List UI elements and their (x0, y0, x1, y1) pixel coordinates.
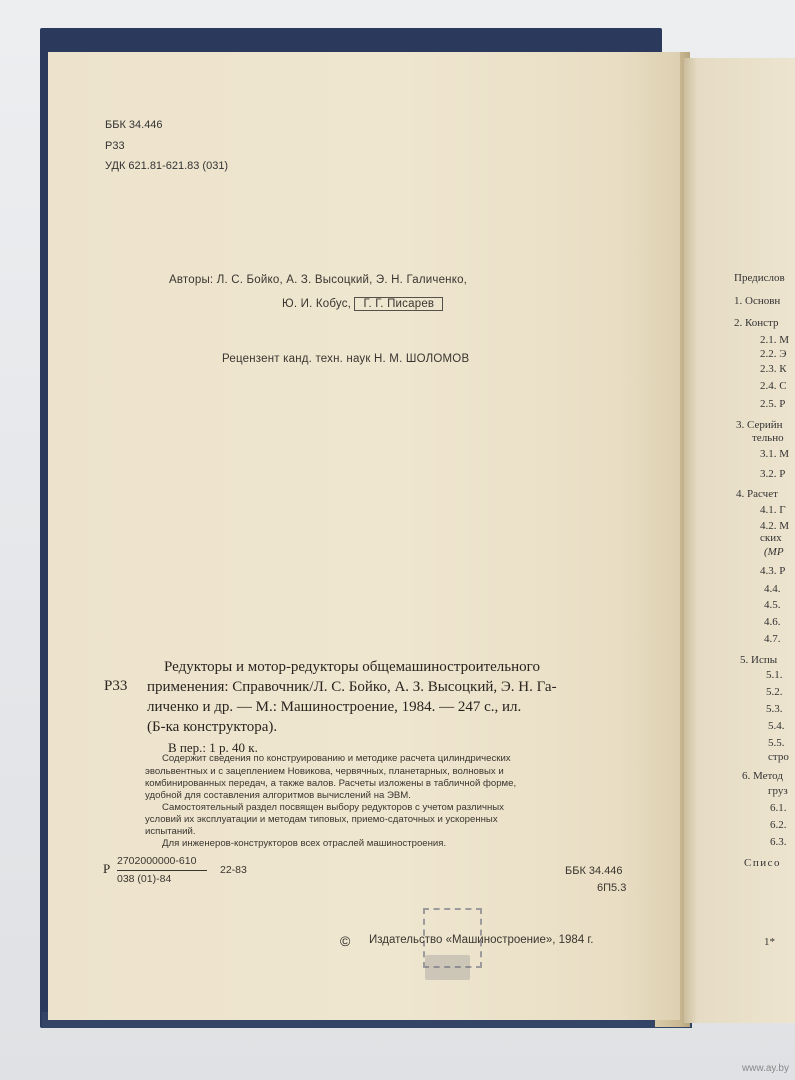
abstract-line: Самостоятельный раздел посвящен выбору редукторов с учетом различных (162, 802, 504, 813)
toc-item: 2. Констр (734, 317, 779, 329)
abstract-line: удобной для составления алгоритмов вычислений на ЭВМ. (145, 790, 411, 801)
toc-item: 5.5. (768, 737, 785, 749)
authors-line-2 (282, 298, 443, 310)
catalog-title-line-4: (Б-ка конструктора). (147, 719, 278, 735)
code-prefix: Р (103, 861, 111, 876)
authors-line-1: Авторы: Л. С. Бойко, А. З. Высоцкий, Э. Н. Галиченко, (169, 274, 468, 286)
code-numerator: 2702000000-610 (117, 855, 197, 867)
price: В пер.: 1 р. 40 к. (168, 740, 258, 755)
abstract-line: Содержит сведения по конструированию и методике расчета цилиндрических (162, 753, 511, 764)
abstract-line: Для инженеров-конструкторов всех отраслей машиностроения. (162, 838, 447, 849)
abstract-line: комбинированных передач, а также валов. Расчеты изложены в табличной форме, (145, 778, 517, 789)
abstract-line: эвольвентных и с зацеплением Новикова, червячных, планетарных, волновых и (145, 766, 504, 777)
toc-item: 5.1. (766, 669, 783, 681)
right-page-contents (684, 58, 795, 1023)
toc-item: 4.1. Г (760, 504, 786, 516)
toc-item: 3. Серийн (736, 419, 783, 431)
page-number: 1* (764, 936, 775, 948)
stamp-smudge (425, 955, 470, 980)
class-bottom: 6П5.3 (597, 882, 627, 894)
toc-item: 2.2. Э (760, 348, 787, 360)
watermark: www.ay.by (741, 1063, 789, 1074)
author-kobus: Ю. И. Кобус, (282, 298, 352, 310)
toc-item: стро (768, 751, 789, 763)
toc-item: 5.2. (766, 686, 783, 698)
toc-item: 2.4. С (760, 380, 787, 392)
bbk-code: ББК 34.446 (105, 119, 163, 131)
code-denominator: 038 (01)-84 (117, 873, 172, 885)
abstract-line: испытаний. (145, 826, 196, 837)
toc-item: 4.3. Р (760, 565, 786, 577)
toc-item: 3.1. М (760, 448, 790, 460)
toc-item: 2.1. М (760, 334, 790, 346)
toc-item: 4.5. (764, 599, 781, 611)
copyright-symbol: © (340, 933, 351, 949)
toc-item: Предислов (734, 272, 785, 284)
toc-item: груз (768, 785, 788, 797)
toc-item: 6.3. (770, 836, 787, 848)
toc-item: 4.6. (764, 616, 781, 628)
reviewer-line: Рецензент канд. техн. наук Н. М. ШОЛОМОВ (222, 353, 470, 365)
toc-item: (МР (764, 546, 784, 558)
index-code: Р33 (105, 140, 125, 152)
toc-item: ских (760, 532, 782, 544)
catalog-index: Р33 (104, 678, 128, 694)
toc-item: 1. Основн (734, 295, 781, 307)
copyright-text: Издательство «Машиностроение», 1984 г. (369, 934, 594, 946)
author-boxed-pisarev: Г. Г. Писарев (354, 297, 443, 311)
toc-item: 5.4. (768, 720, 785, 732)
toc-item: 5. Испы (740, 654, 778, 666)
udk-code: УДК 621.81-621.83 (031) (105, 160, 229, 172)
toc-item: тельно (752, 432, 784, 444)
toc-item: 5.3. (766, 703, 783, 715)
toc-item: 6. Метод (742, 770, 783, 782)
catalog-title-line-1: Редукторы и мотор-редукторы общемашиностроительного (164, 659, 540, 675)
toc-item: 4. Расчет (736, 488, 778, 500)
abstract-line: условий их эксплуатации и методам типовых, приемо-сдаточных и ускоренных (145, 814, 498, 825)
toc-item: 3.2. Р (760, 468, 786, 480)
toc-item: 2.3. К (760, 363, 787, 375)
toc-item: 4.4. (764, 583, 781, 595)
catalog-title-line-2: применения: Справочник/Л. С. Бойко, А. З. Высоцкий, Э. Н. Га- (147, 679, 557, 695)
toc-item: 6.1. (770, 802, 787, 814)
code-fraction-bar (117, 870, 207, 871)
code-suffix: 22-83 (220, 864, 247, 876)
toc-item: 2.5. Р (760, 398, 786, 410)
catalog-title-line-3: личенко и др. — М.: Машиностроение, 1984. — 247 с., ил. (147, 699, 522, 715)
toc-item: 6.2. (770, 819, 787, 831)
toc-item: Списо (744, 857, 781, 869)
toc-item: 4.2. М (760, 520, 790, 532)
bbk-bottom: ББК 34.446 (565, 865, 623, 877)
toc-item: 4.7. (764, 633, 781, 645)
